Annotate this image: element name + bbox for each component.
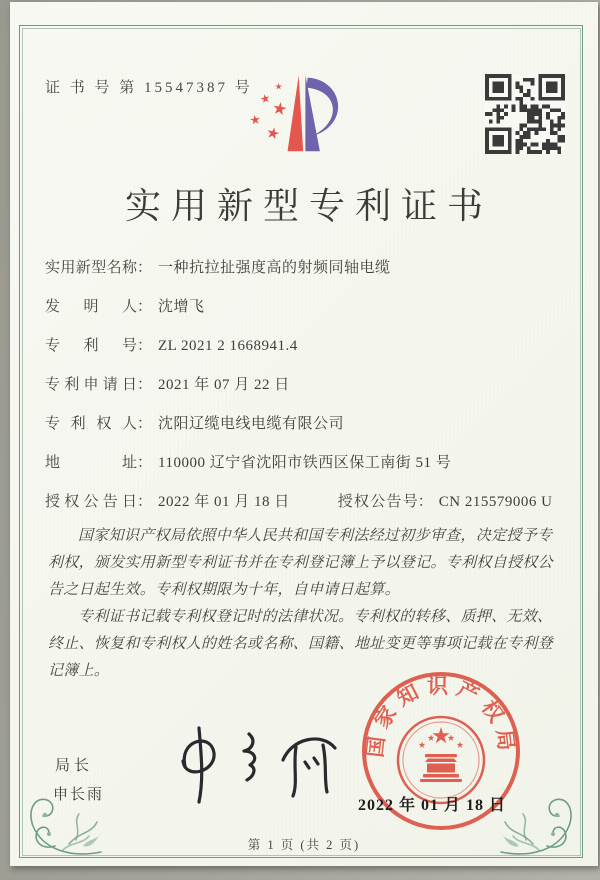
field-row-inventor — [45, 295, 565, 317]
signatory-role: 局长 — [55, 757, 94, 774]
colon: ： — [137, 377, 153, 393]
page-number: 第 1 页 (共 2 页) — [247, 838, 361, 852]
field-label: 授权公告日 — [45, 494, 137, 510]
field-value: 2022 年 01 月 18 日 — [158, 494, 290, 510]
field-value: 110000 辽宁省沈阳市铁西区保工南街 51 号 — [158, 455, 452, 471]
certificate-paper — [10, 2, 598, 866]
certificate-number: 证 书 号 第 15547387 号 — [45, 80, 253, 96]
field-value: 沈增飞 — [158, 299, 205, 315]
field-label: 实用新型名称 — [45, 260, 137, 276]
certificate-title: 实用新型专利证书 — [124, 186, 493, 226]
field-label: 授权公告号 — [337, 494, 418, 510]
signatory-name: 申长雨 — [53, 786, 105, 803]
field-value: 沈阳辽缆电线电缆有限公司 — [158, 416, 345, 432]
logo-stars — [250, 83, 288, 140]
field-row-address — [45, 451, 565, 473]
field-row-patent-no — [45, 334, 565, 356]
legal-text — [48, 523, 562, 685]
legal-paragraph-2: 专利证书记载专利权登记时的法律状况。专利权的转移、质押、无效、终止、恢复和专利权人的姓名或名称、国籍、地址变更等事项记载在专利登记簿上。 — [48, 609, 553, 679]
field-pair-grant-no — [338, 494, 553, 510]
seal-date: 2022 年 01 月 18 日 — [358, 797, 507, 814]
colon: ： — [137, 260, 153, 276]
colon: ： — [137, 494, 153, 510]
logo-red-wedge — [288, 75, 304, 151]
field-row-filing-date — [45, 373, 565, 395]
field-row-patentee — [45, 412, 565, 434]
field-row-name — [45, 256, 565, 278]
field-value: 2021 年 07 月 22 日 — [158, 377, 290, 393]
field-value: 一种抗拉扯强度高的射频同轴电缆 — [158, 260, 391, 276]
field-label: 专利号 — [45, 338, 137, 354]
field-list — [45, 256, 565, 529]
colon: ： — [137, 299, 153, 315]
field-row-grant — [45, 490, 565, 512]
field-value: ZL 2021 2 1668941.4 — [158, 338, 298, 354]
colon: ： — [137, 455, 153, 471]
colon: ： — [137, 338, 153, 354]
field-label: 发明人 — [45, 299, 137, 315]
legal-paragraph-1: 国家知识产权局依照中华人民共和国专利法经过初步审查，决定授予专利权，颁发实用新型专利证书并在专利登记簿上予以登记。专利权自授权公告之日起生效。专利权期限为十年，自申请日起算。 — [48, 528, 553, 598]
field-label: 地址 — [45, 455, 137, 471]
field-label: 专利权人 — [45, 416, 137, 432]
qr-code-icon — [485, 74, 565, 154]
handwritten-signature-icon — [155, 720, 350, 812]
field-value: CN 215579006 U — [438, 494, 553, 510]
seal-authority-text: 国家知识产权局 — [362, 674, 520, 759]
field-label: 专利申请日 — [45, 377, 137, 393]
national-emblem-icon — [398, 717, 484, 803]
colon: ： — [417, 494, 433, 510]
cnipa-logo-icon — [236, 62, 348, 168]
colon: ： — [137, 416, 153, 432]
